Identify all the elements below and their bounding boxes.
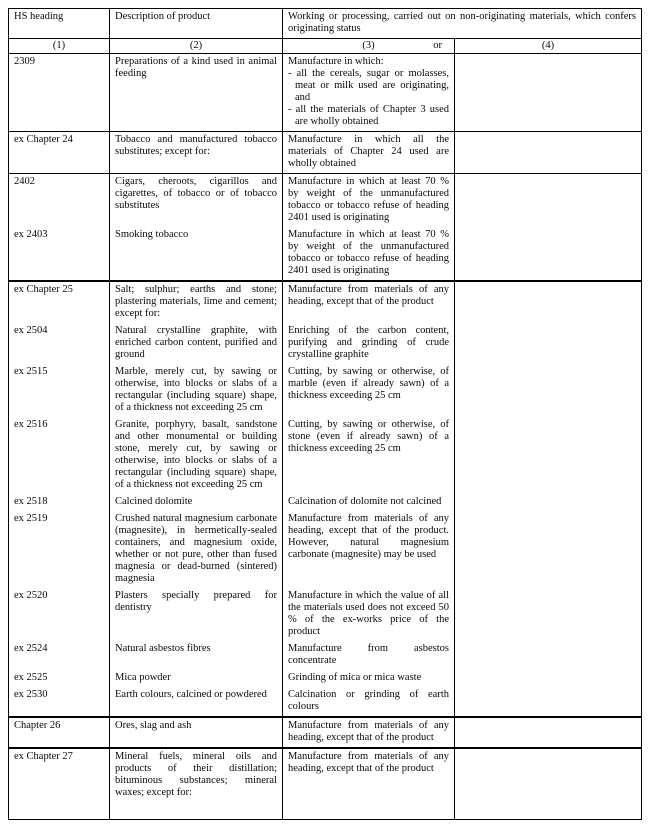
hs-cell: Chapter 26 bbox=[14, 720, 61, 731]
rule-cell: Enriching of the carbon content, purifying and grinding of crude crystalline graphite bbox=[282, 323, 454, 364]
table-row-ex-2530 bbox=[9, 687, 641, 716]
table-row-2402 bbox=[9, 173, 641, 227]
description-cell: Ores, slag and ash bbox=[109, 718, 282, 747]
description-cell: Tobacco and manufactured tobacco substitutes; except for: bbox=[109, 132, 282, 173]
table-row-ex-2403 bbox=[9, 227, 641, 280]
hs-cell: 2402 bbox=[14, 176, 35, 187]
hs-cell: ex 2530 bbox=[14, 689, 48, 700]
table-row-ex-chapter-27 bbox=[9, 747, 641, 819]
hs-cell: ex 2504 bbox=[14, 325, 48, 336]
empty-col4-cell bbox=[454, 511, 641, 588]
header-description: Description of product bbox=[109, 9, 282, 38]
table-row-ex-2519 bbox=[9, 511, 641, 588]
table-row-ex-2524 bbox=[9, 641, 641, 670]
empty-col4-cell bbox=[454, 588, 641, 641]
col-number-4: (4) bbox=[454, 39, 641, 53]
rule-cell: Manufacture from materials of any heading, except that of the product bbox=[282, 749, 454, 819]
table-row-2309 bbox=[9, 53, 641, 131]
description-cell: Natural crystalline graphite, with enriched carbon content, purified and ground bbox=[109, 323, 282, 364]
description-cell: Natural asbestos fibres bbox=[109, 641, 282, 670]
empty-col4-cell bbox=[454, 54, 641, 131]
empty-col4-cell bbox=[454, 641, 641, 670]
rule-item: - all the materials of Chapter 3 used are wholly obtained bbox=[288, 104, 449, 127]
table-row-ex-2520 bbox=[9, 588, 641, 641]
hs-cell: ex 2525 bbox=[14, 672, 48, 683]
rule-cell: Calcination or grinding of earth colours bbox=[282, 687, 454, 716]
hs-cell: ex 2520 bbox=[14, 590, 48, 601]
description-cell: Preparations of a kind used in animal feeding bbox=[109, 54, 282, 131]
empty-col4-cell bbox=[454, 687, 641, 716]
rule-cell: Manufacture in which at least 70 % by weight of the unmanufactured tobacco or tobacco refuse of heading 2401 used is originating bbox=[282, 174, 454, 227]
hs-cell: ex Chapter 27 bbox=[14, 751, 73, 762]
rule-cell: Manufacture in which at least 70 % by weight of the unmanufactured tobacco or tobacco refuse of heading 2401 used is originating bbox=[282, 227, 454, 280]
empty-col4-cell bbox=[454, 323, 641, 364]
col-number-2: (2) bbox=[109, 39, 282, 53]
column-numbers-row bbox=[9, 38, 641, 53]
description-cell: Plasters specially prepared for dentistry bbox=[109, 588, 282, 641]
rule-cell: Cutting, by sawing or otherwise, of marble (even if already sawn) of a thickness exceeding 25 cm bbox=[282, 364, 454, 417]
hs-cell: ex 2519 bbox=[14, 513, 48, 524]
description-cell: Smoking tobacco bbox=[109, 227, 282, 280]
table-row-chapter-26 bbox=[9, 716, 641, 747]
empty-col4-cell bbox=[454, 174, 641, 227]
empty-col4-cell bbox=[454, 364, 641, 417]
empty-col4-cell bbox=[454, 417, 641, 494]
rule-cell: Manufacture from asbestos concentrate bbox=[282, 641, 454, 670]
rule-cell: Cutting, by sawing or otherwise, of stone (even if already sawn) of a thickness exceeding 25 cm bbox=[282, 417, 454, 494]
rule-item: - all the cereals, sugar or molasses, meat or milk used are originating, and bbox=[288, 68, 449, 103]
table-row-ex-2515 bbox=[9, 364, 641, 417]
hs-cell: ex Chapter 25 bbox=[14, 284, 73, 295]
description-cell: Mica powder bbox=[109, 670, 282, 687]
empty-col4-cell bbox=[454, 132, 641, 173]
hs-cell: ex 2515 bbox=[14, 366, 48, 377]
table-row-ex-2525 bbox=[9, 670, 641, 687]
empty-col4-cell bbox=[454, 282, 641, 323]
origin-rules-table bbox=[8, 8, 642, 820]
hs-cell: ex 2518 bbox=[14, 496, 48, 507]
rule-cell bbox=[282, 54, 454, 131]
header-hs-heading: HS heading bbox=[14, 11, 64, 22]
description-cell: Salt; sulphur; earths and stone; plastering materials, lime and cement; except for: bbox=[109, 282, 282, 323]
description-cell: Earth colours, calcined or powdered bbox=[109, 687, 282, 716]
description-cell: Crushed natural magnesium carbonate (magnesite), in hermetically-sealed containers, and magnesium oxide, whether or not pure, other than fused magnesia or dead-burned (sintered) magnesia bbox=[109, 511, 282, 588]
table-row-ex-2504 bbox=[9, 323, 641, 364]
rule-cell: Manufacture from materials of any heading, except that of the product bbox=[282, 718, 454, 747]
description-cell: Mineral fuels, mineral oils and products of their distillation; bituminous substances; mineral waxes; except for: bbox=[109, 749, 282, 819]
description-cell: Marble, merely cut, by sawing or otherwise, into blocks or slabs of a rectangular (including square) shape, of a thickness not exceeding 25 cm bbox=[109, 364, 282, 417]
rule-cell: Manufacture in which the value of all the materials used does not exceed 50 % of the ex-works price of the product bbox=[282, 588, 454, 641]
table-row-ex-chapter-25 bbox=[9, 280, 641, 323]
rule-intro: Manufacture in which: bbox=[288, 56, 384, 67]
hs-cell: ex Chapter 24 bbox=[14, 134, 73, 145]
rule-cell: Manufacture from materials of any heading, except that of the product. However, natural magnesium carbonate (magnesite) may be used bbox=[282, 511, 454, 588]
empty-col4-cell bbox=[454, 494, 641, 511]
col-number-or-label: or bbox=[433, 40, 442, 51]
table-row-ex-2516 bbox=[9, 417, 641, 494]
table-row-ex-2518 bbox=[9, 494, 641, 511]
description-cell: Calcined dolomite bbox=[109, 494, 282, 511]
empty-col4-cell bbox=[454, 749, 641, 819]
col-number-1: (1) bbox=[52, 40, 66, 51]
col-number-3 bbox=[282, 39, 454, 53]
description-cell: Granite, porphyry, basalt, sandstone and other monumental or building stone, merely cut, by sawing or otherwise, into blocks or slabs of a rectangular (including square) shape, of a thickness not exceeding 25 cm bbox=[109, 417, 282, 494]
table-header-row bbox=[9, 9, 641, 38]
rule-cell: Manufacture in which all the materials of Chapter 24 used are wholly obtained bbox=[282, 132, 454, 173]
table-row-ex-chapter-24 bbox=[9, 131, 641, 173]
hs-cell: ex 2403 bbox=[14, 229, 48, 240]
empty-col4-cell bbox=[454, 718, 641, 747]
description-cell: Cigars, cheroots, cigarillos and cigarettes, of tobacco or of tobacco substitutes bbox=[109, 174, 282, 227]
rule-cell: Calcination of dolomite not calcined bbox=[282, 494, 454, 511]
hs-cell: ex 2524 bbox=[14, 643, 48, 654]
empty-col4-cell bbox=[454, 227, 641, 280]
hs-cell: ex 2516 bbox=[14, 419, 48, 430]
rule-cell: Manufacture from materials of any heading, except that of the product bbox=[282, 282, 454, 323]
hs-cell: 2309 bbox=[14, 56, 35, 67]
empty-col4-cell bbox=[454, 670, 641, 687]
rule-cell: Grinding of mica or mica waste bbox=[282, 670, 454, 687]
header-working-processing: Working or processing, carried out on non-originating materials, which confers originating status bbox=[282, 9, 641, 38]
col-number-3-label: (3) bbox=[362, 40, 375, 51]
